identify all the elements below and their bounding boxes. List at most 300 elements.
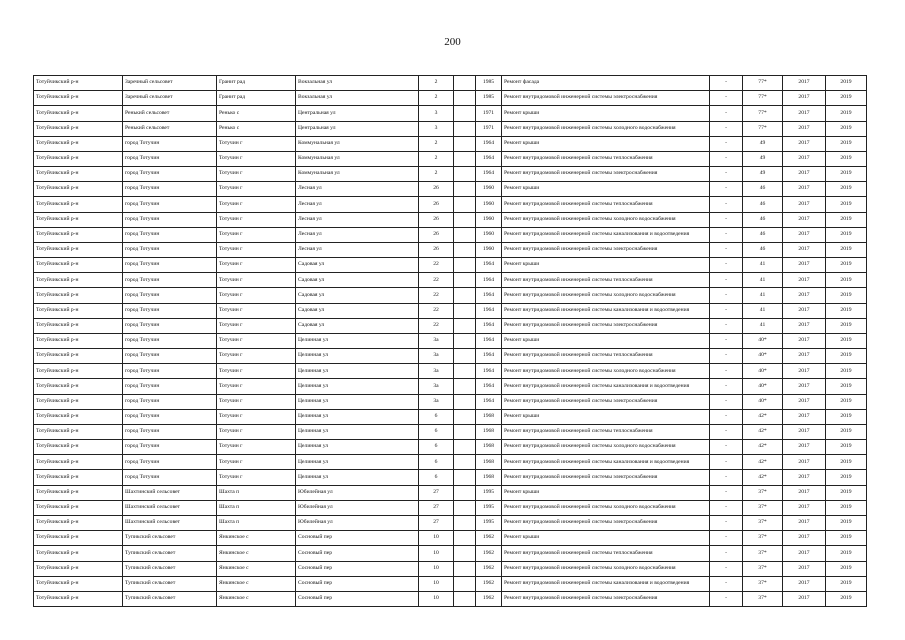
district-cell: Тотуйчикский р-н	[34, 227, 123, 242]
housing-cell	[454, 151, 476, 166]
table-row	[34, 167, 867, 182]
cost-cell: -	[710, 182, 743, 197]
street-cell: Целинная ул	[296, 409, 419, 424]
municipality-cell: Тупикский сельсовет	[123, 546, 217, 561]
cost-cell: -	[710, 485, 743, 500]
district-cell: Тотуйчикский р-н	[34, 576, 123, 591]
district-cell: Тотуйчикский р-н	[34, 136, 123, 151]
work-type-cell: Ремонт внутридомовой инженерной системы теплоснабжения	[502, 349, 710, 364]
wear-percent-cell: 77*	[743, 121, 783, 136]
street-cell: Целинная ул	[296, 455, 419, 470]
end-year-cell: 2019	[826, 500, 867, 515]
district-cell: Тотуйчикский р-н	[34, 303, 123, 318]
build-year-cell: 1964	[476, 136, 502, 151]
end-year-cell: 2019	[826, 531, 867, 546]
start-year-cell: 2017	[783, 242, 826, 257]
settlement-cell: Янкинское с	[217, 531, 296, 546]
start-year-cell: 2017	[783, 227, 826, 242]
district-cell: Тотуйчикский р-н	[34, 364, 123, 379]
table-row	[34, 136, 867, 151]
end-year-cell: 2019	[826, 515, 867, 530]
house-number-cell: 2	[419, 167, 454, 182]
table-row	[34, 288, 867, 303]
wear-percent-cell: 40*	[743, 333, 783, 348]
house-number-cell: 2	[419, 91, 454, 106]
build-year-cell: 1962	[476, 576, 502, 591]
house-number-cell: 2	[419, 136, 454, 151]
build-year-cell: 1968	[476, 409, 502, 424]
street-cell: Садовая ул	[296, 273, 419, 288]
build-year-cell: 1995	[476, 515, 502, 530]
end-year-cell: 2019	[826, 303, 867, 318]
table-row	[34, 500, 867, 515]
cost-cell: -	[710, 546, 743, 561]
work-type-cell: Ремонт крыши	[502, 182, 710, 197]
build-year-cell: 1964	[476, 167, 502, 182]
house-number-cell: 3	[419, 121, 454, 136]
page-number: 200	[444, 36, 461, 48]
housing-cell	[454, 182, 476, 197]
district-cell: Тотуйчикский р-н	[34, 440, 123, 455]
end-year-cell: 2019	[826, 546, 867, 561]
start-year-cell: 2017	[783, 364, 826, 379]
work-type-cell: Ремонт внутридомовой инженерной системы теплоснабжения	[502, 197, 710, 212]
street-cell: Вокзальная ул	[296, 91, 419, 106]
municipality-cell: город Тотучин	[123, 470, 217, 485]
cost-cell: -	[710, 470, 743, 485]
house-number-cell: 3а	[419, 364, 454, 379]
street-cell: Целинная ул	[296, 333, 419, 348]
build-year-cell: 1968	[476, 440, 502, 455]
cost-cell: -	[710, 91, 743, 106]
street-cell: Лесная ул	[296, 212, 419, 227]
district-cell: Тотуйчикский р-н	[34, 470, 123, 485]
work-type-cell: Ремонт крыши	[502, 485, 710, 500]
housing-cell	[454, 394, 476, 409]
build-year-cell: 1964	[476, 258, 502, 273]
wear-percent-cell: 46	[743, 227, 783, 242]
end-year-cell: 2019	[826, 242, 867, 257]
wear-percent-cell: 77*	[743, 76, 783, 91]
end-year-cell: 2019	[826, 91, 867, 106]
settlement-cell: Гранит рад	[217, 76, 296, 91]
municipality-cell: город Тотучин	[123, 182, 217, 197]
house-number-cell: 6	[419, 409, 454, 424]
build-year-cell: 1964	[476, 151, 502, 166]
district-cell: Тотуйчикский р-н	[34, 121, 123, 136]
wear-percent-cell: 41	[743, 288, 783, 303]
wear-percent-cell: 40*	[743, 364, 783, 379]
district-cell: Тотуйчикский р-н	[34, 197, 123, 212]
housing-cell	[454, 91, 476, 106]
house-number-cell: 10	[419, 561, 454, 576]
wear-percent-cell: 37*	[743, 531, 783, 546]
cost-cell: -	[710, 151, 743, 166]
wear-percent-cell: 40*	[743, 349, 783, 364]
district-cell: Тотуйчикский р-н	[34, 591, 123, 606]
table-row	[34, 182, 867, 197]
housing-cell	[454, 485, 476, 500]
settlement-cell: Янкинское с	[217, 561, 296, 576]
start-year-cell: 2017	[783, 591, 826, 606]
build-year-cell: 1968	[476, 455, 502, 470]
build-year-cell: 1964	[476, 394, 502, 409]
end-year-cell: 2019	[826, 424, 867, 439]
housing-cell	[454, 136, 476, 151]
street-cell: Лесная ул	[296, 197, 419, 212]
build-year-cell: 1960	[476, 197, 502, 212]
table-row	[34, 455, 867, 470]
table-row	[34, 106, 867, 121]
street-cell: Целинная ул	[296, 394, 419, 409]
street-cell: Сосновый пер	[296, 561, 419, 576]
build-year-cell: 1964	[476, 364, 502, 379]
house-number-cell: 22	[419, 303, 454, 318]
work-type-cell: Ремонт внутридомовой инженерной системы электроснабжения	[502, 167, 710, 182]
street-cell: Целинная ул	[296, 379, 419, 394]
end-year-cell: 2019	[826, 485, 867, 500]
housing-cell	[454, 227, 476, 242]
district-cell: Тотуйчикский р-н	[34, 273, 123, 288]
build-year-cell: 1964	[476, 288, 502, 303]
end-year-cell: 2019	[826, 364, 867, 379]
table-row	[34, 424, 867, 439]
work-type-cell: Ремонт внутридомовой инженерной системы теплоснабжения	[502, 273, 710, 288]
wear-percent-cell: 42*	[743, 424, 783, 439]
build-year-cell: 1962	[476, 546, 502, 561]
work-type-cell: Ремонт внутридомовой инженерной системы электроснабжения	[502, 318, 710, 333]
house-number-cell: 10	[419, 531, 454, 546]
settlement-cell: Тотучин г	[217, 318, 296, 333]
cost-cell: -	[710, 409, 743, 424]
house-number-cell: 26	[419, 197, 454, 212]
table-row	[34, 440, 867, 455]
cost-cell: -	[710, 364, 743, 379]
table-row	[34, 318, 867, 333]
build-year-cell: 1968	[476, 470, 502, 485]
work-type-cell: Ремонт внутридомовой инженерной системы холодного водоснабжения	[502, 561, 710, 576]
cost-cell: -	[710, 455, 743, 470]
house-number-cell: 10	[419, 591, 454, 606]
build-year-cell: 1995	[476, 500, 502, 515]
start-year-cell: 2017	[783, 136, 826, 151]
municipality-cell: Ренький сельсовет	[123, 106, 217, 121]
cost-cell: -	[710, 76, 743, 91]
district-cell: Тотуйчикский р-н	[34, 76, 123, 91]
street-cell: Садовая ул	[296, 288, 419, 303]
wear-percent-cell: 41	[743, 273, 783, 288]
municipality-cell: город Тотучин	[123, 227, 217, 242]
wear-percent-cell: 49	[743, 167, 783, 182]
municipality-cell: город Тотучин	[123, 303, 217, 318]
street-cell: Лесная ул	[296, 242, 419, 257]
cost-cell: -	[710, 394, 743, 409]
wear-percent-cell: 42*	[743, 455, 783, 470]
wear-percent-cell: 41	[743, 258, 783, 273]
end-year-cell: 2019	[826, 440, 867, 455]
build-year-cell: 1960	[476, 227, 502, 242]
district-cell: Тотуйчикский р-н	[34, 546, 123, 561]
start-year-cell: 2017	[783, 167, 826, 182]
housing-cell	[454, 531, 476, 546]
street-cell: Сосновый пер	[296, 531, 419, 546]
street-cell: Сосновый пер	[296, 576, 419, 591]
build-year-cell: 1964	[476, 379, 502, 394]
wear-percent-cell: 37*	[743, 485, 783, 500]
cost-cell: -	[710, 121, 743, 136]
settlement-cell: Ренько с	[217, 106, 296, 121]
district-cell: Тотуйчикский р-н	[34, 182, 123, 197]
municipality-cell: город Тотучин	[123, 288, 217, 303]
work-type-cell: Ремонт внутридомовой инженерной системы электроснабжения	[502, 515, 710, 530]
house-number-cell: 6	[419, 455, 454, 470]
municipality-cell: город Тотучин	[123, 258, 217, 273]
street-cell: Сосновый пер	[296, 546, 419, 561]
build-year-cell: 1962	[476, 561, 502, 576]
cost-cell: -	[710, 318, 743, 333]
start-year-cell: 2017	[783, 531, 826, 546]
housing-cell	[454, 288, 476, 303]
housing-cell	[454, 424, 476, 439]
work-type-cell: Ремонт внутридомовой инженерной системы холодного водоснабжения	[502, 364, 710, 379]
start-year-cell: 2017	[783, 91, 826, 106]
street-cell: Центральная ул	[296, 121, 419, 136]
cost-cell: -	[710, 212, 743, 227]
wear-percent-cell: 42*	[743, 470, 783, 485]
district-cell: Тотуйчикский р-н	[34, 394, 123, 409]
street-cell: Коммунальная ул	[296, 167, 419, 182]
housing-cell	[454, 333, 476, 348]
wear-percent-cell: 40*	[743, 394, 783, 409]
settlement-cell: Янкинское с	[217, 546, 296, 561]
municipality-cell: Заречный сельсовет	[123, 91, 217, 106]
municipality-cell: Тупикский сельсовет	[123, 591, 217, 606]
housing-cell	[454, 197, 476, 212]
cost-cell: -	[710, 288, 743, 303]
street-cell: Коммунальная ул	[296, 151, 419, 166]
end-year-cell: 2019	[826, 212, 867, 227]
settlement-cell: Тотучин г	[217, 273, 296, 288]
house-number-cell: 27	[419, 515, 454, 530]
build-year-cell: 1964	[476, 333, 502, 348]
start-year-cell: 2017	[783, 349, 826, 364]
house-number-cell: 22	[419, 288, 454, 303]
start-year-cell: 2017	[783, 440, 826, 455]
municipality-cell: Шахтинский сельсовет	[123, 485, 217, 500]
table-row	[34, 258, 867, 273]
work-type-cell: Ремонт крыши	[502, 531, 710, 546]
work-type-cell: Ремонт внутридомовой инженерной системы теплоснабжения	[502, 424, 710, 439]
cost-cell: -	[710, 106, 743, 121]
municipality-cell: Тупикский сельсовет	[123, 531, 217, 546]
wear-percent-cell: 37*	[743, 546, 783, 561]
build-year-cell: 1962	[476, 591, 502, 606]
settlement-cell: Тотучин г	[217, 197, 296, 212]
end-year-cell: 2019	[826, 182, 867, 197]
settlement-cell: Янкинское с	[217, 576, 296, 591]
municipality-cell: город Тотучин	[123, 364, 217, 379]
municipality-cell: город Тотучин	[123, 212, 217, 227]
housing-cell	[454, 470, 476, 485]
housing-cell	[454, 76, 476, 91]
cost-cell: -	[710, 531, 743, 546]
cost-cell: -	[710, 197, 743, 212]
start-year-cell: 2017	[783, 258, 826, 273]
district-cell: Тотуйчикский р-н	[34, 531, 123, 546]
house-number-cell: 3а	[419, 349, 454, 364]
municipality-cell: Тупикский сельсовет	[123, 561, 217, 576]
municipality-cell: город Тотучин	[123, 394, 217, 409]
housing-cell	[454, 212, 476, 227]
end-year-cell: 2019	[826, 106, 867, 121]
house-number-cell: 3а	[419, 379, 454, 394]
cost-cell: -	[710, 136, 743, 151]
wear-percent-cell: 77*	[743, 91, 783, 106]
housing-cell	[454, 440, 476, 455]
wear-percent-cell: 46	[743, 212, 783, 227]
end-year-cell: 2019	[826, 121, 867, 136]
settlement-cell: Тотучин г	[217, 440, 296, 455]
build-year-cell: 1964	[476, 303, 502, 318]
house-number-cell: 22	[419, 273, 454, 288]
end-year-cell: 2019	[826, 258, 867, 273]
municipality-cell: город Тотучин	[123, 349, 217, 364]
cost-cell: -	[710, 379, 743, 394]
settlement-cell: Тотучин г	[217, 424, 296, 439]
house-number-cell: 2	[419, 151, 454, 166]
house-number-cell: 26	[419, 242, 454, 257]
build-year-cell: 1971	[476, 106, 502, 121]
table-row	[34, 303, 867, 318]
housing-cell	[454, 273, 476, 288]
district-cell: Тотуйчикский р-н	[34, 500, 123, 515]
settlement-cell: Тотучин г	[217, 470, 296, 485]
district-cell: Тотуйчикский р-н	[34, 379, 123, 394]
settlement-cell: Тотучин г	[217, 167, 296, 182]
district-cell: Тотуйчикский р-н	[34, 561, 123, 576]
housing-cell	[454, 242, 476, 257]
wear-percent-cell: 37*	[743, 515, 783, 530]
house-number-cell: 26	[419, 182, 454, 197]
work-type-cell: Ремонт внутридомовой инженерной системы теплоснабжения	[502, 546, 710, 561]
work-type-cell: Ремонт внутридомовой инженерной системы канализования и водоотведения	[502, 379, 710, 394]
work-type-cell: Ремонт внутридомовой инженерной системы канализования и водоотведения	[502, 303, 710, 318]
municipality-cell: Тупикский сельсовет	[123, 576, 217, 591]
start-year-cell: 2017	[783, 151, 826, 166]
settlement-cell: Тотучин г	[217, 333, 296, 348]
wear-percent-cell: 46	[743, 242, 783, 257]
end-year-cell: 2019	[826, 151, 867, 166]
settlement-cell: Тотучин г	[217, 349, 296, 364]
end-year-cell: 2019	[826, 273, 867, 288]
start-year-cell: 2017	[783, 318, 826, 333]
build-year-cell: 1971	[476, 121, 502, 136]
house-number-cell: 3	[419, 106, 454, 121]
municipality-cell: город Тотучин	[123, 242, 217, 257]
street-cell: Целинная ул	[296, 440, 419, 455]
end-year-cell: 2019	[826, 470, 867, 485]
settlement-cell: Шахта п	[217, 500, 296, 515]
housing-cell	[454, 106, 476, 121]
municipality-cell: город Тотучин	[123, 318, 217, 333]
cost-cell: -	[710, 227, 743, 242]
table-row	[34, 121, 867, 136]
settlement-cell: Тотучин г	[217, 227, 296, 242]
end-year-cell: 2019	[826, 167, 867, 182]
build-year-cell: 1960	[476, 212, 502, 227]
start-year-cell: 2017	[783, 424, 826, 439]
work-type-cell: Ремонт внутридомовой инженерной системы электроснабжения	[502, 591, 710, 606]
wear-percent-cell: 37*	[743, 576, 783, 591]
street-cell: Целинная ул	[296, 364, 419, 379]
settlement-cell: Тотучин г	[217, 379, 296, 394]
house-number-cell: 26	[419, 227, 454, 242]
district-cell: Тотуйчикский р-н	[34, 288, 123, 303]
municipality-cell: город Тотучин	[123, 409, 217, 424]
table-row	[34, 91, 867, 106]
district-cell: Тотуйчикский р-н	[34, 349, 123, 364]
house-number-cell: 6	[419, 470, 454, 485]
table-row	[34, 591, 867, 606]
settlement-cell: Тотучин г	[217, 303, 296, 318]
table-row	[34, 227, 867, 242]
end-year-cell: 2019	[826, 318, 867, 333]
start-year-cell: 2017	[783, 288, 826, 303]
end-year-cell: 2019	[826, 409, 867, 424]
cost-cell: -	[710, 500, 743, 515]
cost-cell: -	[710, 303, 743, 318]
table-row	[34, 76, 867, 91]
cost-cell: -	[710, 333, 743, 348]
district-cell: Тотуйчикский р-н	[34, 91, 123, 106]
housing-cell	[454, 515, 476, 530]
table-row	[34, 485, 867, 500]
municipality-cell: город Тотучин	[123, 440, 217, 455]
start-year-cell: 2017	[783, 561, 826, 576]
work-type-cell: Ремонт внутридомовой инженерной системы канализования и водоотведения	[502, 455, 710, 470]
district-cell: Тотуйчикский р-н	[34, 242, 123, 257]
house-number-cell: 10	[419, 546, 454, 561]
house-number-cell: 22	[419, 258, 454, 273]
settlement-cell: Тотучин г	[217, 394, 296, 409]
cost-cell: -	[710, 576, 743, 591]
start-year-cell: 2017	[783, 500, 826, 515]
housing-cell	[454, 121, 476, 136]
cost-cell: -	[710, 561, 743, 576]
table-row	[34, 273, 867, 288]
settlement-cell: Тотучин г	[217, 455, 296, 470]
wear-percent-cell: 41	[743, 303, 783, 318]
municipality-cell: Заречный сельсовет	[123, 76, 217, 91]
settlement-cell: Тотучин г	[217, 151, 296, 166]
table-row	[34, 151, 867, 166]
housing-cell	[454, 379, 476, 394]
district-cell: Тотуйчикский р-н	[34, 212, 123, 227]
housing-cell	[454, 546, 476, 561]
start-year-cell: 2017	[783, 106, 826, 121]
settlement-cell: Янкинское с	[217, 591, 296, 606]
table-row	[34, 242, 867, 257]
municipality-cell: Шахтинский сельсовет	[123, 500, 217, 515]
district-cell: Тотуйчикский р-н	[34, 515, 123, 530]
housing-cell	[454, 167, 476, 182]
street-cell: Садовая ул	[296, 258, 419, 273]
work-type-cell: Ремонт крыши	[502, 409, 710, 424]
settlement-cell: Шахта п	[217, 515, 296, 530]
house-number-cell: 26	[419, 212, 454, 227]
housing-cell	[454, 303, 476, 318]
settlement-cell: Тотучин г	[217, 364, 296, 379]
